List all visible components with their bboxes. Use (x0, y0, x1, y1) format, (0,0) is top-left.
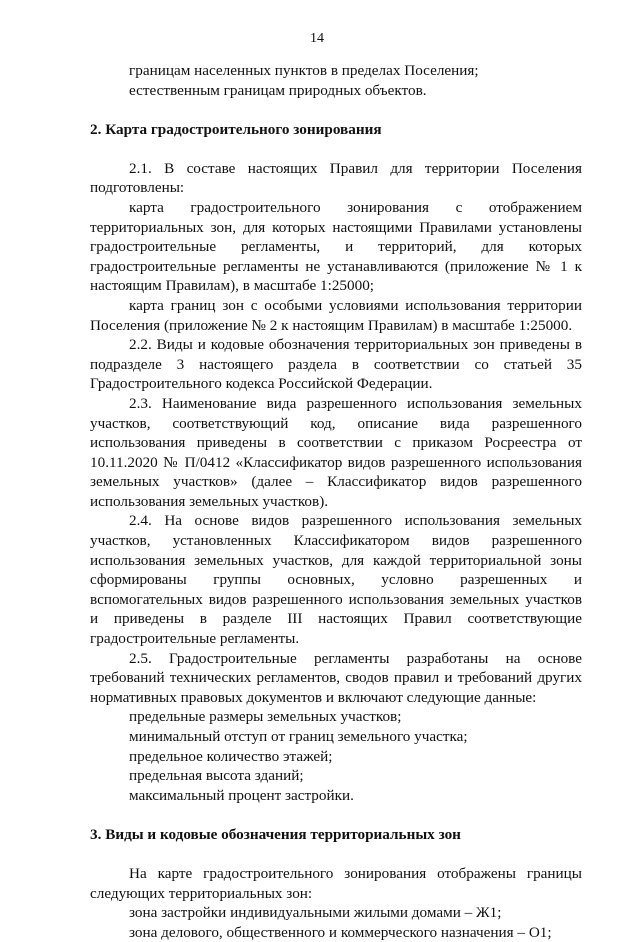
paragraph: 2.2. Виды и кодовые обозначения территориальных зон приведены в подразделе 3 настоящего раздела в соответствии со статьей 35 Градостроительного кодекса Российской Федерации. (90, 336, 582, 393)
list-item: максимальный процент застройки. (129, 786, 354, 804)
paragraph: 2.5. Градостроительные регламенты разработаны на основе требований технических регламентов, сводов правил и требований других нормативных правовых документов и включают следующие данные: (90, 649, 582, 706)
list-item: предельные размеры земельных участков; (129, 708, 402, 726)
list-item: предельное количество этажей; (129, 747, 333, 765)
section-heading: 3. Виды и кодовые обозначения территориальных зон (90, 826, 461, 844)
paragraph: На карте градостроительного зонирования отображены границы следующих территориальных зон: (90, 864, 582, 902)
paragraph: карта границ зон с особыми условиями использования территории Поселения (приложение № 2 к настоящим Правилам) в масштабе 1:25000. (90, 296, 582, 334)
section-heading: 2. Карта градостроительного зонирования (90, 121, 382, 139)
document-body (90, 61, 582, 942)
list-item: естественным границам природных объектов. (129, 81, 427, 99)
list-item: предельная высота зданий; (129, 767, 304, 785)
paragraph: карта градостроительного зонирования с отображением территориальных зон, для которых настоящими Правилами установлены градостроительные регламенты, и территорий, для которых градостроительные регламенты не устанавливаются (приложение № 1 к настоящим Правилам), в масштабе 1:25000; (90, 198, 582, 295)
page-number: 14 (310, 31, 324, 46)
list-item: зона застройки индивидуальными жилыми домами – Ж1; (129, 904, 502, 922)
paragraph: 2.1. В составе настоящих Правил для территории Поселения подготовлены: (90, 159, 582, 197)
list-item: зона делового, общественного и коммерческого назначения – О1; (129, 923, 552, 941)
paragraph: 2.4. На основе видов разрешенного использования земельных участков, установленных Классификатором видов разрешенного использования земельных участков, для каждой территориальной зоны сформированы группы основных, условно разрешенных и вспомогательных видов разрешенного использования земельных участков и приведены в разделе III настоящих Правил соответствующие градостроительные регламенты. (90, 512, 582, 648)
list-item: границам населенных пунктов в пределах Поселения; (129, 62, 479, 79)
paragraph: 2.3. Наименование вида разрешенного использования земельных участков, соответствующий код, описание вида разрешенного использования приведены в соответствии с приказом Росреестра от 10.11.2020 № П/0412 «Классификатор видов разрешенного использования земельных участков» (далее – Классификатор видов разрешенного использования земельных участков). (90, 394, 582, 510)
list-item: минимальный отступ от границ земельного участка; (129, 728, 468, 745)
